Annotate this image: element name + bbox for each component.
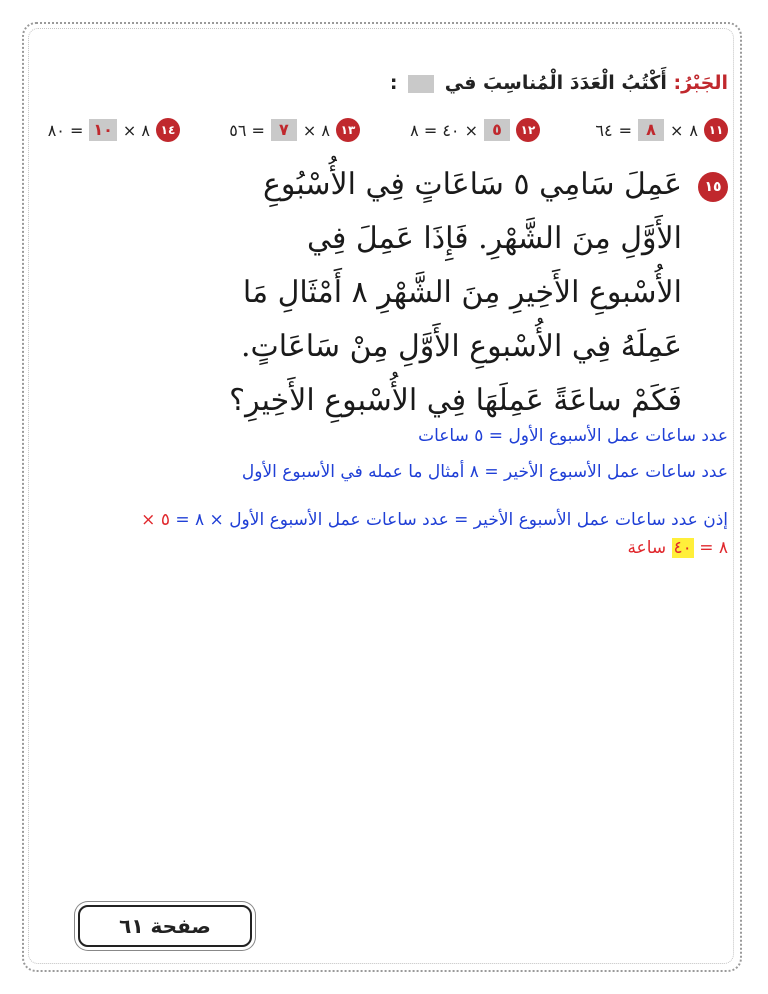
exercise-13-text-left: ٥٦ = [229, 120, 265, 140]
answer-line-3-text: إذن عدد ساعات عمل الأسبوع الأخير = عدد ساعات عمل الأسبوع الأول × ٨ = [175, 510, 728, 530]
answer-line-3-red: ٥ × [141, 510, 170, 530]
exercise-11-badge: ١١ [704, 118, 728, 142]
page-number: صفحة ٦١ [78, 905, 252, 947]
exercise-13-badge: ١٣ [336, 118, 360, 142]
problem-15-text: عَمِلَ سَامِي ٥ سَاعَاتٍ فِي الأُسْبُوعِ الأَوَّلِ مِنَ الشَّهْرِ. فَإِذَا عَمِلَ فِي الأُسْبوعِ الأَخِيرِ مِنَ الشَّهْرِ ٨ أَمْثَالِ مَا عَمِلَهُ فِي الأُسْبوعِ الأَوَّلِ مِنْ سَاعَاتٍ. فَكَمْ ساعَةً عَمِلَهَا فِي الأُسْبوعِ الأَخِيرِ؟ [229, 167, 682, 418]
answer-unit: ساعة [627, 538, 667, 558]
answer-line-2: عدد ساعات عمل الأسبوع الأخير = ٨ أمثال ما عمله في الأسبوع الأول [241, 462, 728, 482]
exercise-13 [229, 118, 360, 142]
exercise-12-badge: ١٢ [516, 118, 540, 142]
exercise-13-answer: ٧ [271, 119, 297, 141]
blank-box-sample [408, 75, 434, 93]
answer-line-4-eq: ٨ = [699, 538, 728, 558]
exercise-11-factor: ٨ [689, 120, 698, 140]
answer-highlight: ٤٠ [673, 538, 692, 558]
heading-label: الجَبْرُ: [673, 72, 728, 94]
exercise-11 [595, 118, 728, 142]
exercise-12 [410, 118, 540, 142]
exercise-14 [48, 118, 180, 142]
heading-instruction: أَكْتُبُ الْعَدَدَ الْمُناسِبَ في [444, 72, 667, 94]
problem-15-badge: ١٥ [698, 172, 728, 202]
exercise-12-text: ٤٠ = ٨ × [410, 120, 478, 140]
exercise-11-equals: = [618, 120, 632, 140]
exercise-11-result: ٦٤ [595, 120, 613, 140]
exercise-14-badge: ١٤ [156, 118, 180, 142]
heading-colon: : [389, 72, 398, 94]
answer-line-4 [627, 538, 728, 558]
exercise-11-answer: ٨ [638, 119, 664, 141]
answer-line-3 [141, 510, 728, 530]
exercise-11-times: × [670, 120, 684, 140]
exercise-12-answer: ٥ [484, 119, 510, 141]
answer-line-1: عدد ساعات عمل الأسبوع الأول = ٥ ساعات [418, 426, 728, 446]
exercise-14-text-left: ٨٠ = [47, 120, 84, 140]
exercise-13-text-right: × ٨ [302, 120, 330, 140]
exercise-14-answer: ١٠ [89, 119, 117, 141]
exercise-14-text-right: × ٨ [122, 120, 150, 140]
section-heading [390, 72, 728, 94]
